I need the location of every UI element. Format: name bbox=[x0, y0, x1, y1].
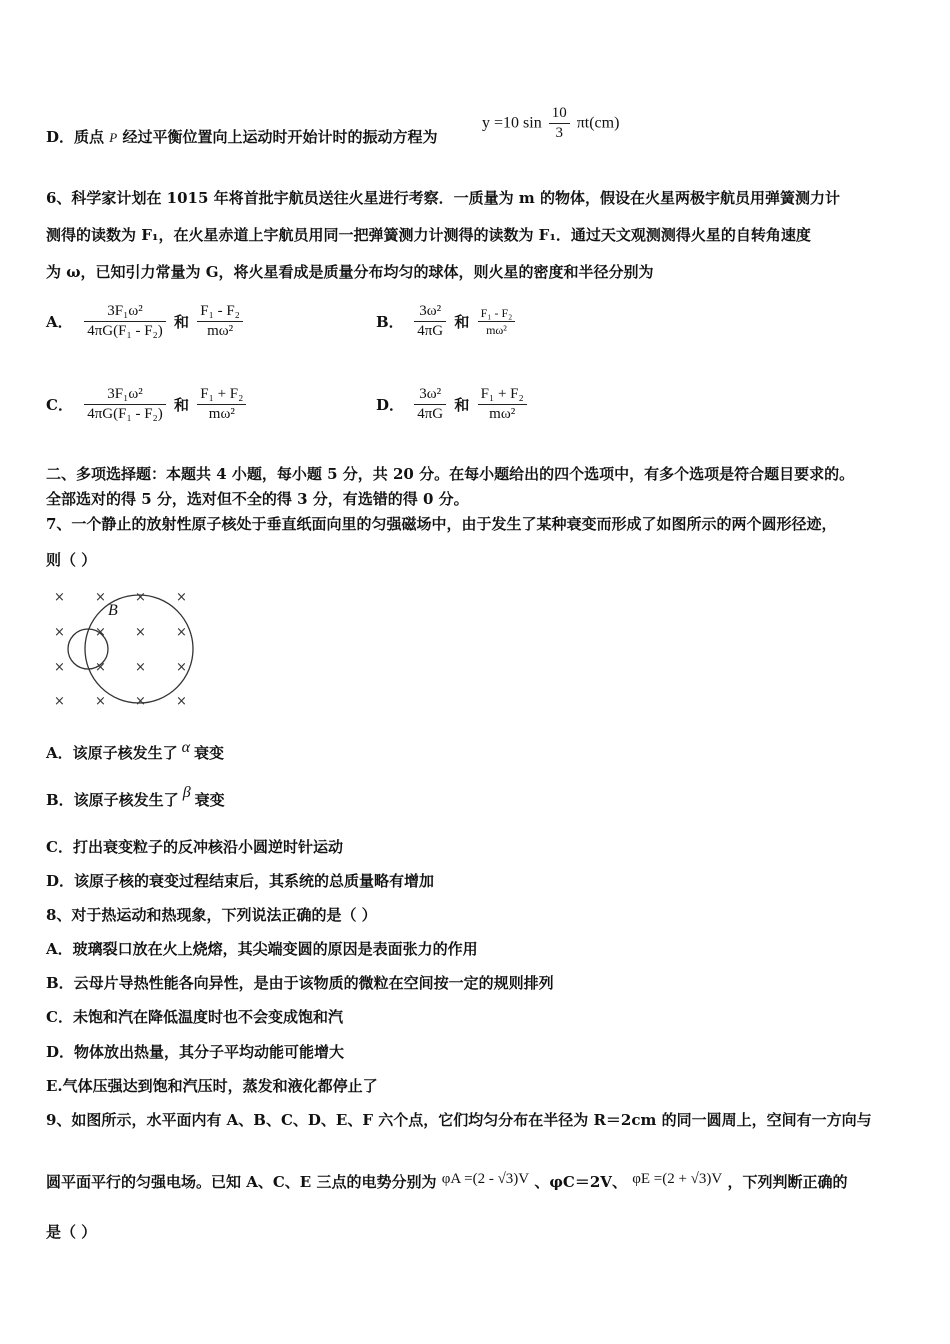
q6-b-density: $\frac{\text{3ω²}}{4\pi G}$ bbox=[414, 302, 446, 341]
q9-line2-post: ，下列判断正确的 bbox=[727, 1173, 848, 1191]
q6-c-density: $\frac{\text{3F₁ω²}}{\text{4πG(F₁ - F₂)}}$ bbox=[84, 385, 166, 424]
cross-mark: × bbox=[95, 694, 106, 709]
q5-d-label: D．质点 bbox=[46, 128, 105, 146]
q7-figure-svg bbox=[50, 588, 195, 710]
q6-c-and: 和 bbox=[174, 396, 190, 414]
q5-eq-num: 10 bbox=[549, 104, 570, 124]
cross-mark: × bbox=[54, 625, 65, 640]
q8-option-e: E.气体压强达到饱和汽压时，蒸发和液化都停止了 bbox=[46, 1077, 378, 1095]
q8-option-a: A．玻璃裂口放在火上烧熔，其尖端变圆的原因是表面张力的作用 bbox=[46, 940, 478, 958]
q5-eq-fraction bbox=[549, 104, 570, 143]
q7-b-symbol: β bbox=[182, 784, 191, 801]
q9-phi-e: φE =(2 + √3)V bbox=[632, 1171, 723, 1187]
q7-b-post: 衰变 bbox=[194, 791, 225, 809]
cross-mark: × bbox=[135, 590, 146, 605]
q7-figure-b-label: B bbox=[108, 602, 118, 619]
q7-a-text: A．该原子核发生了 bbox=[46, 744, 178, 762]
q5-eq-right: πt(cm) bbox=[576, 114, 620, 132]
cross-mark: × bbox=[176, 660, 187, 675]
cross-mark: × bbox=[95, 590, 106, 605]
q7-b-text: B．该原子核发生了 bbox=[46, 791, 179, 809]
q6-a-density: $\frac{\text{3F₁ω²}}{\text{4πG(F₁ - F₂)}}$ bbox=[84, 302, 166, 341]
cross-mark: × bbox=[135, 694, 146, 709]
q5-d-point-p: P bbox=[109, 130, 118, 145]
q6-option-b bbox=[376, 302, 518, 341]
cross-mark: × bbox=[135, 625, 146, 640]
q9-line-1: 9、如图所示，水平面内有 A、B、C、D、E、F 六个点，它们均匀分布在半径为 R＝2cm 的同一圆周上，空间有一方向与 bbox=[46, 1111, 872, 1129]
q9-line-3: 是（ ） bbox=[46, 1223, 97, 1241]
q5-eq-den: 3 bbox=[555, 125, 563, 141]
q7-option-b bbox=[46, 784, 225, 811]
q7-option-a bbox=[46, 739, 225, 764]
q7-option-c: C．打出衰变粒子的反冲核沿小圆逆时针运动 bbox=[46, 838, 343, 856]
cross-mark: × bbox=[135, 660, 146, 675]
q7-large-circle bbox=[85, 595, 193, 703]
q6-line-3: 为 ω，已知引力常量为 G，将火星看成是质量分布均匀的球体，则火星的密度和半径分别为 bbox=[46, 263, 654, 281]
q8-option-d: D．物体放出热量，其分子平均动能可能增大 bbox=[46, 1043, 345, 1061]
q8-option-c: C．未饱和汽在降低温度时也不会变成饱和汽 bbox=[46, 1008, 343, 1026]
cross-mark: × bbox=[54, 660, 65, 675]
q7-figure bbox=[50, 588, 195, 710]
q6-a-label: A． bbox=[46, 313, 73, 331]
q8-option-b: B．云母片导热性能各向异性，是由于该物质的微粒在空间按一定的规则排列 bbox=[46, 974, 554, 992]
cross-mark: × bbox=[95, 660, 106, 675]
q9-phi-c: 、φC＝2V、 bbox=[534, 1173, 627, 1191]
cross-mark: × bbox=[176, 625, 187, 640]
q5-option-d bbox=[46, 127, 437, 148]
q8-stem: 8、对于热运动和热现象，下列说法正确的是（ ） bbox=[46, 906, 377, 924]
q7-line-1: 7、一个静止的放射性原子核处于垂直纸面向里的匀强磁场中，由于发生了某种衰变而形成了如图所示的两个圆形径迹， bbox=[46, 515, 837, 533]
q6-b-and: 和 bbox=[454, 313, 470, 331]
q6-option-d bbox=[376, 385, 530, 424]
q6-line-2: 测得的读数为 F₁，在火星赤道上宇航员用同一把弹簧测力计测得的读数为 F₁．通过天文观测测得火星的自转角速度 bbox=[46, 226, 811, 244]
q6-d-radius: $\frac{\text{F₁ + F₂}}{\text{mω²}}$ bbox=[478, 385, 527, 424]
q5-d-equation bbox=[482, 104, 619, 143]
q7-a-symbol: α bbox=[181, 739, 191, 756]
section2-line-1: 二、多项选择题：本题共 4 小题，每小题 5 分，共 20 分。在每小题给出的四个选项中，有多个选项是符合题目要求的。 bbox=[46, 465, 855, 483]
q7-option-d: D．该原子核的衰变过程结束后，其系统的总质量略有增加 bbox=[46, 872, 435, 890]
q6-d-and: 和 bbox=[454, 396, 470, 414]
cross-mark: × bbox=[176, 590, 187, 605]
q7-a-post: 衰变 bbox=[194, 744, 225, 762]
q9-phi-a: φA =(2 - √3)V bbox=[441, 1171, 530, 1187]
q6-a-and: 和 bbox=[174, 313, 190, 331]
q6-line-1: 6、科学家计划在 1015 年将首批宇航员送往火星进行考察．一质量为 m 的物体，假设在火星两极宇航员用弹簧测力计 bbox=[46, 189, 840, 207]
q6-d-density: $\frac{\text{3ω²}}{4\pi G}$ bbox=[414, 385, 446, 424]
q6-a-radius: $\frac{\text{F₁ - F₂}}{\text{mω²}}$ bbox=[197, 302, 243, 341]
q6-b-label: B． bbox=[376, 313, 404, 331]
q6-c-radius: $\frac{\text{F₁ + F₂}}{\text{mω²}}$ bbox=[197, 385, 246, 424]
q6-c-label: C． bbox=[46, 396, 73, 414]
q6-b-radius: $\frac{\text{F₁ - F₂}}{\text{mω²}}$ bbox=[478, 305, 516, 338]
cross-mark: × bbox=[95, 625, 106, 640]
section2-line-2: 全部选对的得 5 分，选对但不全的得 3 分，有选错的得 0 分。 bbox=[46, 490, 469, 508]
q5-d-text: 经过平衡位置向上运动时开始计时的振动方程为 bbox=[122, 128, 438, 146]
q6-option-a bbox=[46, 302, 246, 341]
q6-d-label: D． bbox=[376, 396, 405, 414]
q9-line2-pre: 圆平面平行的匀强电场。已知 A、C、E 三点的电势分别为 bbox=[46, 1173, 437, 1191]
q9-line-2 bbox=[46, 1172, 847, 1193]
cross-mark: × bbox=[54, 694, 65, 709]
q7-line-2: 则（ ） bbox=[46, 551, 97, 569]
cross-mark: × bbox=[176, 694, 187, 709]
q6-option-c bbox=[46, 385, 249, 424]
q5-eq-left: y =10 sin bbox=[482, 114, 542, 132]
cross-mark: × bbox=[54, 590, 65, 605]
